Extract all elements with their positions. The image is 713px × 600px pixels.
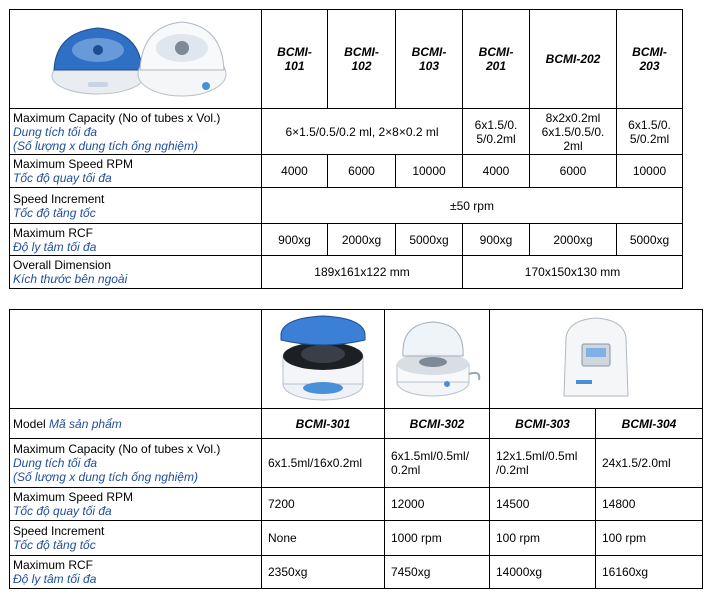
rcf-label-en: Maximum RCF bbox=[13, 558, 93, 572]
centrifuge-clear-lid-image bbox=[389, 316, 485, 402]
rcf-value: 16160xg bbox=[596, 556, 703, 589]
capacity-value-203: 6x1.5/0. 5/0.2ml bbox=[617, 109, 683, 155]
increment-value: 100 rpm bbox=[596, 521, 703, 556]
mini-centrifuge-pair-image bbox=[36, 14, 236, 104]
product-photo-cell bbox=[10, 10, 262, 109]
increment-label-en: Speed Increment bbox=[13, 524, 105, 538]
model-header-bcmi-301: BCMI-301 bbox=[262, 409, 385, 439]
speed-label-en: Maximum Speed RPM bbox=[13, 157, 134, 171]
model-header-bcmi-203: BCMI- 203 bbox=[617, 10, 683, 109]
capacity-label-vi-note: (Số lượng x dung tích ống nghiệm) bbox=[13, 138, 198, 153]
capacity-value-101-103: 6×1.5/0.5/0.2 ml, 2×8×0.2 ml bbox=[262, 109, 463, 155]
rcf-value: 14000xg bbox=[490, 556, 596, 589]
model-header-bcmi-103: BCMI- 103 bbox=[396, 10, 463, 109]
speed-value: 10000 bbox=[396, 155, 463, 188]
rcf-value: 900xg bbox=[262, 224, 328, 256]
model-header-bcmi-101: BCMI- 101 bbox=[262, 10, 328, 109]
speed-value: 6000 bbox=[530, 155, 617, 188]
dimension-value-100-series: 189x161x122 mm bbox=[262, 256, 463, 289]
speed-label-vi: Tốc độ quay tối đa bbox=[13, 171, 112, 185]
model-header-bcmi-102: BCMI- 102 bbox=[328, 10, 396, 109]
increment-value: 100 rpm bbox=[490, 521, 596, 556]
rcf-label-vi: Độ ly tâm tối đa bbox=[13, 572, 97, 586]
increment-label-vi: Tốc độ tăng tốc bbox=[13, 538, 96, 552]
speed-label-vi: Tốc độ quay tối đa bbox=[13, 504, 112, 518]
rcf-value: 2000xg bbox=[328, 224, 396, 256]
capacity-label-vi: Dung tích tối đa bbox=[13, 456, 98, 470]
dimension-label-vi: Kích thước bên ngoài bbox=[13, 272, 128, 286]
capacity-label-vi: Dung tích tối đa bbox=[13, 124, 98, 139]
centrifuge-blue-lid-image bbox=[273, 314, 373, 404]
rcf-label-vi: Độ ly tâm tối đa bbox=[13, 239, 97, 254]
rcf-label bbox=[10, 556, 262, 589]
model-header-bcmi-303: BCMI-303 bbox=[490, 409, 596, 439]
speed-value: 14500 bbox=[490, 488, 596, 521]
rcf-value: 7450xg bbox=[385, 556, 490, 589]
speed-label bbox=[10, 155, 262, 188]
capacity-value-202: 8x2x0.2ml 6x1.5/0.5/0. 2ml bbox=[530, 109, 617, 155]
capacity-label-en: Maximum Capacity (No of tubes x Vol.) bbox=[13, 110, 221, 125]
increment-value: ±50 rpm bbox=[262, 188, 683, 224]
model-label bbox=[10, 409, 262, 439]
model-header-bcmi-304: BCMI-304 bbox=[596, 409, 703, 439]
model-header-bcmi-202: BCMI-202 bbox=[530, 10, 617, 109]
rcf-value: 900xg bbox=[463, 224, 530, 256]
capacity-label-en: Maximum Capacity (No of tubes x Vol.) bbox=[13, 442, 221, 456]
capacity-value: 12x1.5ml/0.5ml /0.2ml bbox=[490, 439, 596, 488]
centrifuge-box-image bbox=[556, 314, 636, 404]
increment-label-vi: Tốc độ tăng tốc bbox=[13, 205, 96, 220]
speed-value: 14800 bbox=[596, 488, 703, 521]
speed-value: 7200 bbox=[262, 488, 385, 521]
speed-label-en: Maximum Speed RPM bbox=[13, 490, 134, 504]
model-label-en: Model bbox=[13, 416, 46, 431]
capacity-value-201: 6x1.5/0. 5/0.2ml bbox=[463, 109, 530, 155]
increment-label bbox=[10, 521, 262, 556]
increment-label bbox=[10, 188, 262, 224]
speed-label bbox=[10, 488, 262, 521]
speed-value: 12000 bbox=[385, 488, 490, 521]
speed-value: 4000 bbox=[463, 155, 530, 188]
rcf-value: 5000xg bbox=[617, 224, 683, 256]
dimension-value-200-series: 170x150x130 mm bbox=[463, 256, 683, 289]
product-photo-bcmi-302 bbox=[385, 310, 490, 409]
rcf-value: 2000xg bbox=[530, 224, 617, 256]
speed-value: 10000 bbox=[617, 155, 683, 188]
rcf-value: 2350xg bbox=[262, 556, 385, 589]
empty-header-cell bbox=[10, 310, 262, 409]
dimension-label bbox=[10, 256, 262, 289]
product-photo-bcmi-303-304 bbox=[490, 310, 703, 409]
speed-value: 4000 bbox=[262, 155, 328, 188]
increment-value: None bbox=[262, 521, 385, 556]
increment-label-en: Speed Increment bbox=[13, 191, 105, 206]
spec-table-300-series bbox=[9, 309, 703, 589]
capacity-value: 24x1.5/2.0ml bbox=[596, 439, 703, 488]
rcf-label bbox=[10, 224, 262, 256]
model-header-bcmi-302: BCMI-302 bbox=[385, 409, 490, 439]
capacity-value: 6x1.5ml/16x0.2ml bbox=[262, 439, 385, 488]
model-label-vi: Mã sản phẩm bbox=[49, 416, 122, 431]
increment-value: 1000 rpm bbox=[385, 521, 490, 556]
capacity-label bbox=[10, 439, 262, 488]
spec-table-100-200-series bbox=[9, 9, 683, 289]
capacity-label-vi-note: (Số lượng x dung tích ống nghiệm) bbox=[13, 470, 198, 484]
capacity-value: 6x1.5ml/0.5ml/ 0.2ml bbox=[385, 439, 490, 488]
rcf-value: 5000xg bbox=[396, 224, 463, 256]
dimension-label-en: Overall Dimension bbox=[13, 258, 112, 272]
rcf-label-en: Maximum RCF bbox=[13, 225, 93, 240]
capacity-label bbox=[10, 109, 262, 155]
product-photo-bcmi-301 bbox=[262, 310, 385, 409]
speed-value: 6000 bbox=[328, 155, 396, 188]
model-header-bcmi-201: BCMI- 201 bbox=[463, 10, 530, 109]
